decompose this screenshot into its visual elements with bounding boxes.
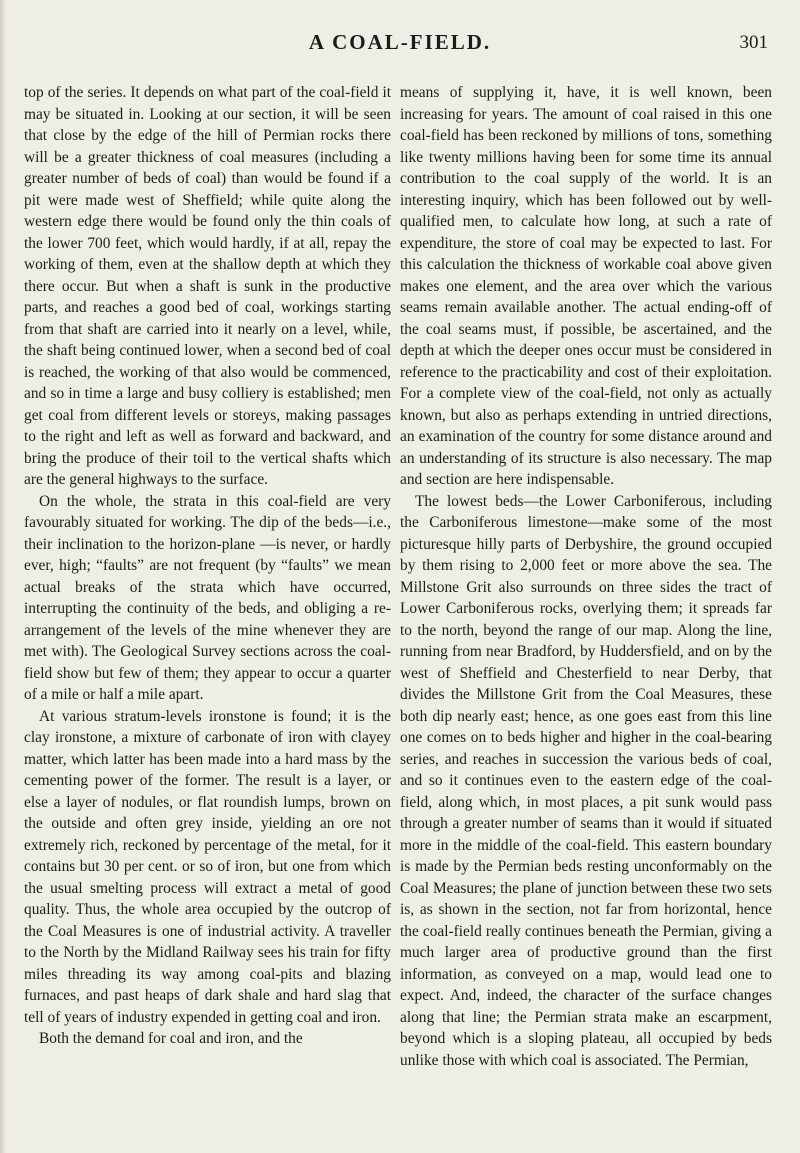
paragraph: At various stratum-levels ironstone is found; it is the clay ironstone, a mixture of carbonate of iron with clayey matter, which latter has been made into a hard mass by the cementing power of the former. The result is a layer, or else a layer of nodules, or flat roundish lumps, brown on the outside and often grey inside, yielding an ore not extremely rich, reckoned by percentage of the metal, for it contains but 30 per cent. or so of iron, but one from which the usual smelting process will extract a metal of good quality. Thus, the whole area occupied by the outcrop of the Coal Measures is one of industrial activity. A traveller to the North by the Midland Railway sees his train for fifty miles threading its way among coal-pits and blazing furnaces, and past heaps of dark shale and hard slag that tell of years of industry expended in getting coal and iron. <box>24 707 391 1026</box>
paragraph: top of the series. It depends on what part of the coal-field it may be situated in. Looking at our section, it will be seen that close by the edge of the hill of Permian rocks there will be a greater thickness of coal measures (including a greater number of beds of coal) than would be found if a pit were made west of Sheffield; while quite along the western edge there would be found only the thin coals of the lower 700 feet, which would hardly, if at all, repay the working of them, even at the shallow depth at which they there occur. But when a shaft is sunk in the productive parts, and reaches a good bed of coal, workings starting from that shaft are carried into it nearly on a level, while, the shaft being continued lower, when a second bed of coal is reached, the working of that also would be commenced, and so in time a large and busy colliery is established; men get coal from different levels or storeys, making passages to the right and left as well as forward and backward, and bring the produce of their toil to the vertical shafts which are the general highways to the surface. <box>24 84 391 488</box>
running-title: A COAL-FIELD. <box>308 30 492 54</box>
paragraph: On the whole, the strata in this coal-field are very favourably situated for working. The dip of the beds—i.e., their inclination to the horizon-plane —is never, or hardly ever, high; “faults” are not frequent (by “faults” we mean actual breaks of the strata which have occurred, interrupting the continuity of the beds, and obliging a re-arrangement of the levels of the mine whenever they are met with). The Geological Survey sections across the coal-field show but few of them; they appear to occur a quarter of a mile or half a mile apart. <box>24 492 391 703</box>
left-column <box>24 82 391 1050</box>
page-number: 301 <box>739 32 768 53</box>
paragraph: The lowest beds—the Lower Carboniferous, including the Carboniferous limestone—make some of the most picturesque hilly parts of Derbyshire, the ground occupied by them rising to 2,000 feet or more above the sea. The Millstone Grit also surrounds on three sides the tract of Lower Carboniferous rocks, overlying them; it spreads far to the north, beyond the range of our map. Along the line, running from near Bradford, by Huddersfield, and on by the west of Sheffield and Chesterfield to near Derby, that divides the Millstone Grit from the Coal Measures, these both dip nearly east; hence, as one goes east from this line one comes on to beds higher and higher in the coal-bearing series, and reaches in succession the various beds of coal, and so it continues even to the eastern edge of the coal-field, along which, in most places, a pit sunk would pass through a greater number of seams than it would if situated more in the middle of the coal-field. This eastern boundary is made by the Permian beds resting unconformably on the Coal Measures; the plane of junction between these two sets is, as shown in the section, not far from horizontal, hence the coal-field really continues beneath the Permian, giving a much larger area of productive ground than the first information, as conveyed on a map, would lead one to expect. And, indeed, the character of the surface changes along that line; the Permian strata make an escarpment, beyond which is a sloping plateau, all occupied by beds unlike those with which coal is associated. The Permian, <box>400 492 772 1069</box>
page-edge-shadow <box>0 0 6 1153</box>
paragraph: Both the demand for coal and iron, and the <box>39 1030 303 1047</box>
right-column <box>400 82 772 1071</box>
paragraph: means of supplying it, have, it is well known, been increasing for years. The amount of coal raised in this one coal-field has been reckoned by millions of tons, something like twenty millions having been for some time its annual contribution to the coal supply of the world. It is an interesting inquiry, which has been followed out by well-qualified men, to calculate how long, at such a rate of expenditure, the store of coal may be expected to last. For this calculation the thickness of workable coal above given makes one element, and the area over which the various seams remain available another. The actual ending-off of the coal seams must, if possible, be ascertained, and the depth at which the deeper ones occur must be considered in reference to the practicability and cost of their exploitation. For a complete view of the coal-field, not only as actually known, but also as perhaps extending in untried directions, an examination of the country for some distance around and an understanding of its structure is also necessary. The map and section are here indispensable. <box>400 84 772 488</box>
page-header <box>0 30 800 60</box>
